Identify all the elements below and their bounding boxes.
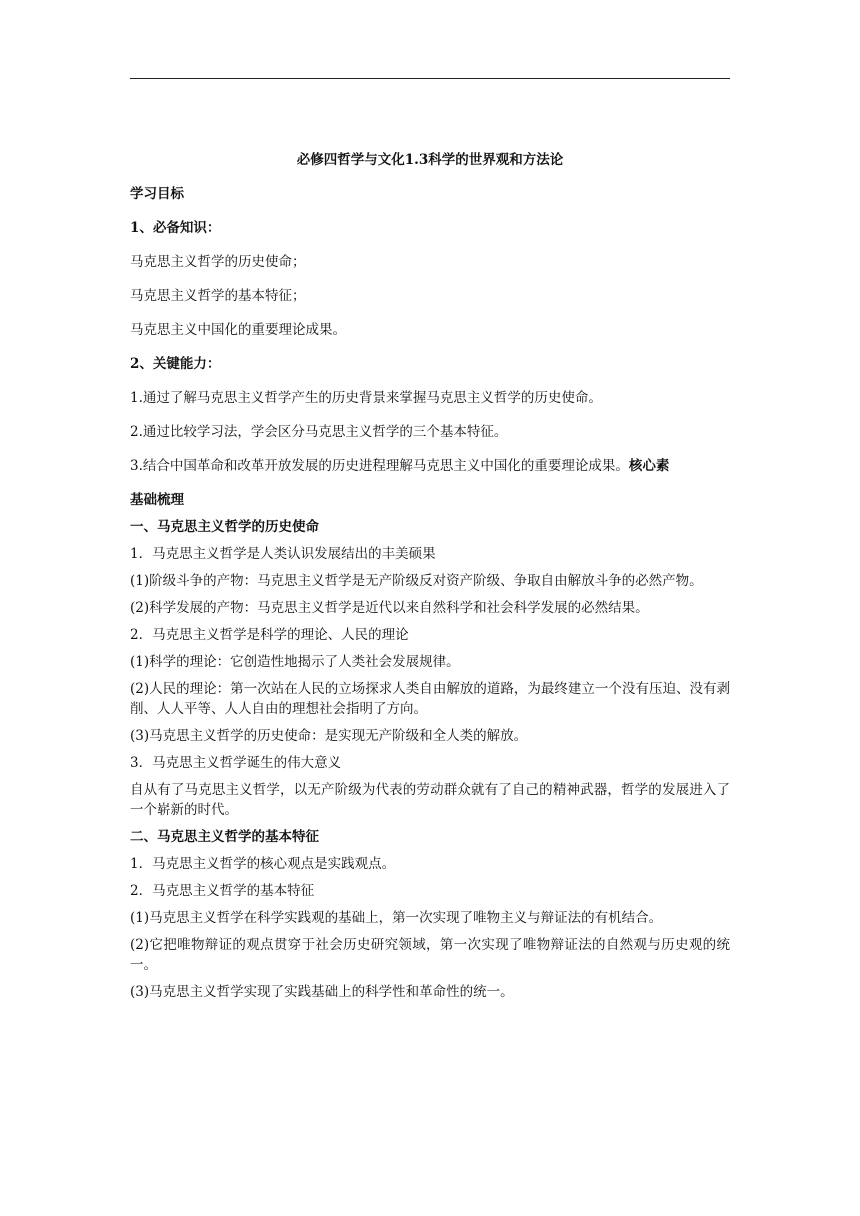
section1-line: (1)阶级斗争的产物：马克思主义哲学是无产阶级反对资产阶级、争取自由解放斗争的必然产物。 xyxy=(130,573,703,589)
section1-line: (2)人民的理论：第一次站在人民的立场探求人类自由解放的道路，为最终建立一个没有压迫、没有剥削、人人平等、人人自由的理想社会指明了方向。 xyxy=(130,681,730,717)
section1-line: 2．马克思主义哲学是科学的理论、人民的理论 xyxy=(130,627,409,643)
ability-item: 2.通过比较学习法，学会区分马克思主义哲学的三个基本特征。 xyxy=(130,424,508,440)
section2-line: (1)马克思主义哲学在科学实践观的基础上，第一次实现了唯物主义与辩证法的有机结合。 xyxy=(130,910,663,926)
review-heading: 基础梳理 xyxy=(130,492,184,508)
section1-line: (3)马克思主义哲学的历史使命：是实现无产阶级和全人类的解放。 xyxy=(130,728,528,744)
section1-line: (2)科学发展的产物：马克思主义哲学是近代以来自然科学和社会科学发展的必然结果。 xyxy=(130,600,649,616)
core-literacy-tail: 核心素 xyxy=(628,458,670,474)
document-title: 必修四哲学与文化1.3科学的世界观和方法论 xyxy=(296,152,564,168)
section2-line: (2)它把唯物辩证的观点贯穿于社会历史研究领域，第一次实现了唯物辩证法的自然观与历史观的统一。 xyxy=(130,937,730,973)
section2-line: 1．马克思主义哲学的核心观点是实践观点。 xyxy=(130,856,396,872)
section1-line: 自从有了马克思主义哲学，以无产阶级为代表的劳动群众就有了自己的精神武器，哲学的发展进入了一个崭新的时代。 xyxy=(130,782,730,818)
objectives-heading: 学习目标 xyxy=(130,186,184,202)
section2-line: 2．马克思主义哲学的基本特征 xyxy=(130,883,315,899)
section1-line: 3．马克思主义哲学诞生的伟大意义 xyxy=(130,755,342,771)
knowledge-heading: 1、必备知识： xyxy=(130,220,221,236)
knowledge-item: 马克思主义哲学的历史使命； xyxy=(130,254,306,270)
knowledge-item: 马克思主义中国化的重要理论成果。 xyxy=(130,322,346,338)
section2-heading: 二、马克思主义哲学的基本特征 xyxy=(130,829,319,845)
ability-item-with-tail xyxy=(130,456,730,476)
document-body xyxy=(130,150,730,1009)
ability-heading: 2、关键能力： xyxy=(130,356,221,372)
section1-heading: 一、马克思主义哲学的历史使命 xyxy=(130,519,319,535)
ability-item: 1.通过了解马克思主义哲学产生的历史背景来掌握马克思主义哲学的历史使命。 xyxy=(130,390,602,406)
knowledge-item: 马克思主义哲学的基本特征； xyxy=(130,288,306,304)
ability-item: 3.结合中国革命和改革开放发展的历史进程理解马克思主义中国化的重要理论成果。 xyxy=(130,458,629,474)
header-rule xyxy=(130,78,730,79)
section2-line: (3)马克思主义哲学实现了实践基础上的科学性和革命性的统一。 xyxy=(130,984,514,1000)
section1-line: 1．马克思主义哲学是人类认识发展结出的丰美硕果 xyxy=(130,546,436,562)
section1-line: (1)科学的理论：它创造性地揭示了人类社会发展规律。 xyxy=(130,654,460,670)
